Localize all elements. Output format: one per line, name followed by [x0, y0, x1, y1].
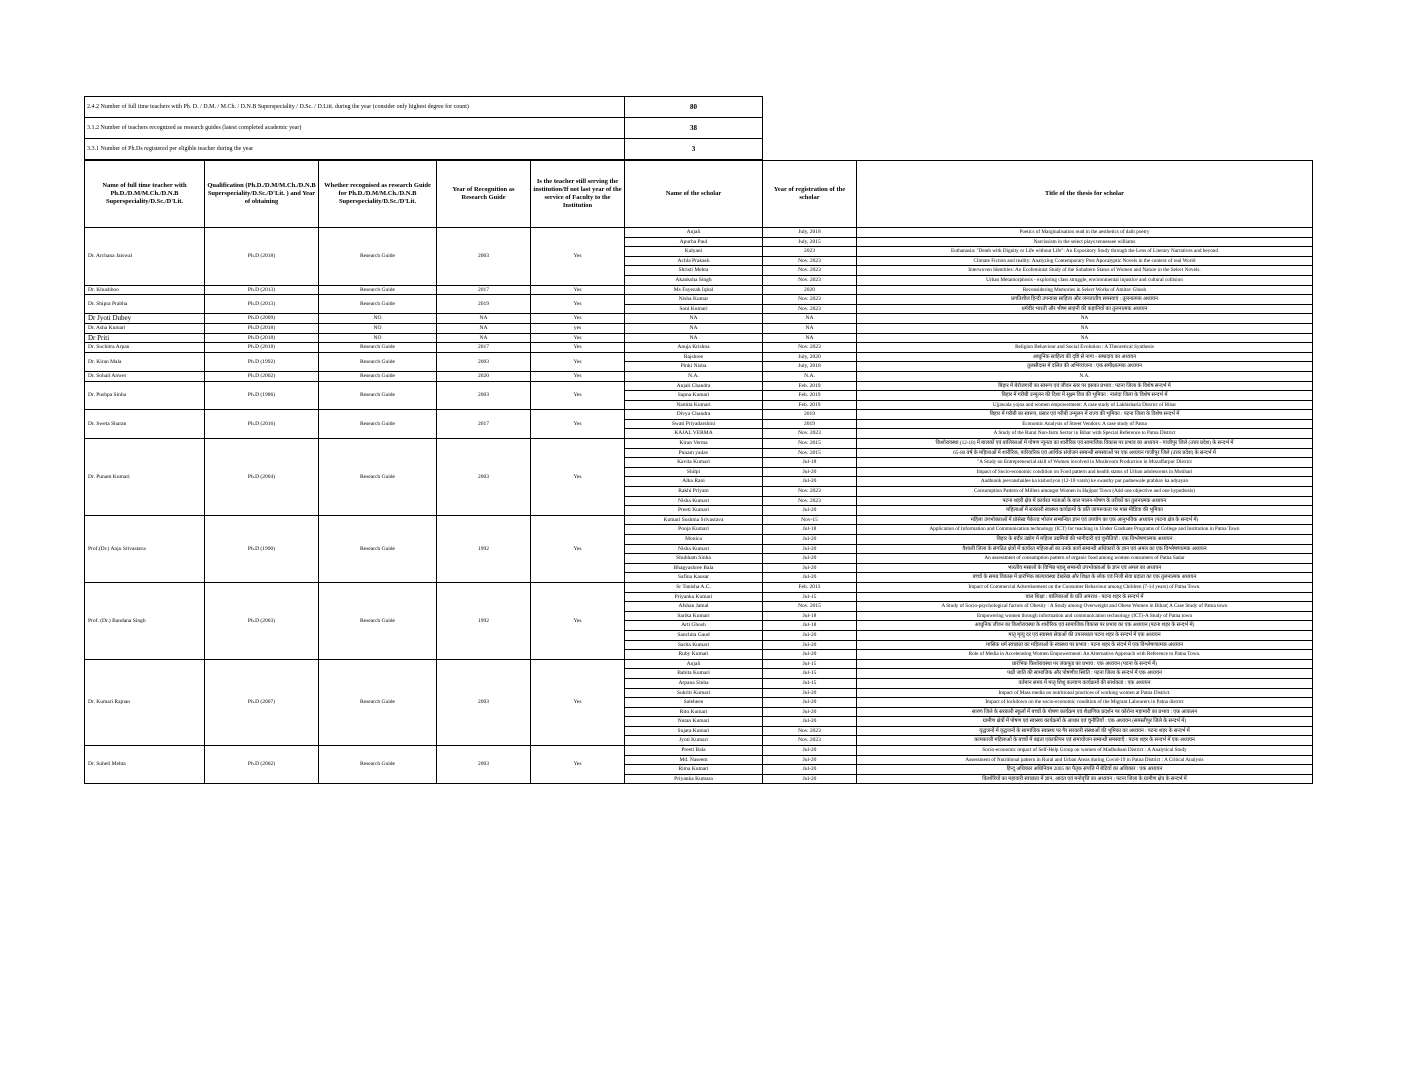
- registration-year: Nov. 2023: [763, 496, 857, 506]
- scholar-name: KAJAL VERMA: [625, 429, 763, 439]
- scholar-name: Nisha Kumari: [625, 544, 763, 554]
- serving-status: Yes: [531, 371, 625, 381]
- guide-status: Research Guide: [319, 295, 437, 314]
- registration-year: Jul-15: [763, 678, 857, 688]
- table-row: [85, 333, 1313, 343]
- thesis-title: Urban Metamorphosis - exploring class struggle, environmental injustice and cultural collision: [857, 275, 1313, 285]
- scholar-name: Punam yadav: [625, 448, 763, 458]
- header-scholar: Name of the scholar: [625, 161, 763, 228]
- registration-year: Jul-18: [763, 611, 857, 621]
- recognition-year: 2003: [437, 659, 531, 745]
- scholar-name: Swati Priyadarshini: [625, 419, 763, 429]
- registration-year: Jul-20: [763, 765, 857, 775]
- guide-status: Research Guide: [319, 343, 437, 353]
- table-row: [85, 746, 1313, 756]
- recognition-year: 1992: [437, 582, 531, 659]
- thesis-title: बच्चों के समग्र विकास में प्रारंभिक बाल्यावस्था देखरेख और शिक्षा के लोक एवं निजी सेवा प्रदाता का एक तुलनात्मक अध्ययन: [857, 573, 1313, 583]
- scholar-name: Sukriti Kumari: [625, 688, 763, 698]
- registration-year: Nov. 2023: [763, 343, 857, 353]
- thesis-title: Climate Fiction and reality: Analyzing Contemporary Post Apocalyptic Novels in the context of real World: [857, 256, 1313, 266]
- thesis-title: Role of Media in Accelerating Women Empowerment: An Alternative Approach with Reference to Patna Town.: [857, 650, 1313, 660]
- summary-label: 3.3.1 Number of Ph.Ds registered per eligible teacher during the year: [85, 139, 625, 160]
- registration-year: Jul-15: [763, 592, 857, 602]
- table-row: [85, 352, 1313, 362]
- thesis-title: आधुनिक साहित्य की दृष्टि से नागा - सम्प्रदाय का अध्ययन: [857, 352, 1313, 362]
- thesis-title: A Study of Socio-psychological factors of Obesity : A Study among Overweight and Obese Women in Bihar( A Case Study of Patna town: [857, 602, 1313, 612]
- guide-status: Research Guide: [319, 515, 437, 582]
- guide-status: Research Guide: [319, 439, 437, 516]
- teacher-name: Dr. Kumari Rajnan: [85, 659, 205, 745]
- scholar-name: NA: [625, 333, 763, 343]
- thesis-title: कामकाजी महिलाओं के बच्चों में बढ़ता एकाकीपन एवं समायोजन सम्बन्धी समस्याएँ : पटना शहर के सन्दर्भ में एक अध्ययन: [857, 736, 1313, 746]
- thesis-title: बिहार में गरीबी का स्वरूप, प्रसार एवं गरीबी उन्मूलन में राज्य की भूमिका : पटना जिला के विशेष सन्दर्भ में: [857, 410, 1313, 420]
- scholar-name: Namita Kumari: [625, 400, 763, 410]
- thesis-title: बाल शिक्षा : बालिकाओं के प्रति अपराध - पटना शहर के सन्दर्भ में: [857, 592, 1313, 602]
- scholar-name: Ritu Kumari: [625, 707, 763, 717]
- recognition-year: 2003: [437, 352, 531, 371]
- summary-value: 38: [625, 118, 763, 139]
- faculty-research-sheet: [84, 96, 1389, 784]
- scholar-name: Bhagyashree Bala: [625, 563, 763, 573]
- registration-year: Feb. 2019: [763, 381, 857, 391]
- serving-status: Yes: [531, 352, 625, 371]
- table-row: [85, 323, 1313, 333]
- scholar-name: Jyoti Kumari: [625, 736, 763, 746]
- teacher-name: Dr. Archana Jaiswal: [85, 228, 205, 286]
- registration-year: Jul-20: [763, 573, 857, 583]
- thesis-title: मातृ मृत्यु दर एवं स्वास्थ्य सेवाओं की उपलब्धता पटना शहर के सन्दर्भ में एक अध्ययन: [857, 630, 1313, 640]
- thesis-title: किशोरियों का महावारी स्वच्छता में ज्ञान, आदत एवं मनोवृत्ति का अध्ययन : पटना जिला के ग्रामीण क्षेत्र के सन्दर्भ में: [857, 774, 1313, 784]
- registration-year: Jul-20: [763, 774, 857, 784]
- thesis-title: महिलाओं में सरकारी स्वास्थ्य कार्यक्रमों के प्रति जागरूकता पर मास मीडिया की भूमिका: [857, 506, 1313, 516]
- registration-year: Jul-18: [763, 621, 857, 631]
- scholar-name: Pinki Nisha: [625, 362, 763, 372]
- teacher-qualification: Ph.D (1992): [205, 352, 319, 371]
- registration-year: Nov-15: [763, 515, 857, 525]
- scholar-name: Anjali: [625, 659, 763, 669]
- thesis-title: प्रारंभिक किशोरावस्था पर जंकफूड का प्रभाव : एक अध्ययन (पटना के सन्दर्भ में): [857, 659, 1313, 669]
- guide-status: Research Guide: [319, 352, 437, 371]
- registration-year: July, 2015: [763, 237, 857, 247]
- scholar-name: Kalyani: [625, 247, 763, 257]
- recognition-year: 2017: [437, 410, 531, 439]
- teacher-qualification: Ph.D (2018): [205, 228, 319, 286]
- serving-status: Yes: [531, 228, 625, 286]
- guide-status: Research Guide: [319, 582, 437, 659]
- registration-year: Jul-18: [763, 458, 857, 468]
- thesis-title: वैशाली जिला के संगठित क्षेत्रों में कार्यरत महिलाओं का उनके कार्य सम्बन्धी अधिकारों के ज्ञान एवं अमल का एक विश्लेषणात्मक अध्ययन: [857, 544, 1313, 554]
- teacher-name: Dr Jyoti Dubey: [85, 314, 205, 324]
- recognition-year: 2003: [437, 439, 531, 516]
- scholar-name: Shristi Mehta: [625, 266, 763, 276]
- scholar-name: Sanchita Gaud: [625, 630, 763, 640]
- teacher-name: Dr Priti: [85, 333, 205, 343]
- teacher-qualification: Ph.D (2016): [205, 410, 319, 439]
- serving-status: Yes: [531, 659, 625, 745]
- scholar-name: Sapna Kumari: [625, 391, 763, 401]
- scholar-name: Afshan Jamal: [625, 602, 763, 612]
- recognition-year: 2003: [437, 746, 531, 784]
- recognition-year: 2017: [437, 285, 531, 295]
- thesis-title: महिला उपभोक्ताओं में प्रोसेस्ड पैकेज्ड भोजन सम्बन्धित ज्ञान एवं उपयोग का एक आनुभविक अध्ययन (पटना क्षेत्र के सन्दर्भ में): [857, 515, 1313, 525]
- header-still-serving: Is the teacher still serving the institution/If not last year of the service of Faculty to the Institution: [531, 161, 625, 228]
- serving-status: Yes: [531, 295, 625, 314]
- recognition-year: 1992: [437, 515, 531, 582]
- header-year-recognition: Year of Recognition as Research Guide: [437, 161, 531, 228]
- recognition-year: NA: [437, 333, 531, 343]
- registration-year: Jul-15: [763, 659, 857, 669]
- scholar-name: Priyanka Kumari: [625, 592, 763, 602]
- recognition-year: 2020: [437, 371, 531, 381]
- scholar-name: Sujata Kumari: [625, 726, 763, 736]
- thesis-title: आधुनिक जीवन का किशोरावस्था के शारीरिक एवं सामाजिक विकास पर प्रभाव का एक अध्ययन (पटना शहर के सन्दर्भ में): [857, 621, 1313, 631]
- registration-year: Jul-18: [763, 525, 857, 535]
- thesis-title: NA: [857, 323, 1313, 333]
- scholar-name: Arpana Sinha: [625, 678, 763, 688]
- table-row: [85, 515, 1313, 525]
- serving-status: yes: [531, 323, 625, 333]
- thesis-title: किशोरावस्था (12-18) में बालकों एवं बालिकाओं में पोषण न्यूनता का शारीरिक एवं सामाजिक विकास पर प्रभाव का अध्ययन - गाजीपुर जिले (उत्तर प्रदेश) के सन्दर्भ में: [857, 439, 1313, 449]
- registration-year: Jul-20: [763, 544, 857, 554]
- thesis-title: मासिक धर्म स्वच्छता का महिलाओं के स्वास्थ्य पर प्रभाव : पटना शहर के संदर्भ में एक विश्लेषणात्मक अध्ययन: [857, 640, 1313, 650]
- recognition-year: 2003: [437, 381, 531, 410]
- summary-row: [85, 97, 1389, 118]
- header-year-registration: Year of registration of the scholar: [763, 161, 857, 228]
- thesis-title: Euthanasia: "Death with Dignity or Life without Life": An Expository Study through the Lens of Literary Narratives and beyond: [857, 247, 1313, 257]
- registration-year: Jul-20: [763, 650, 857, 660]
- summary-spacer: [763, 118, 1389, 139]
- serving-status: Yes: [531, 343, 625, 353]
- scholar-name: Kumari Sushma Srivastava: [625, 515, 763, 525]
- teacher-qualification: Ph.D (2007): [205, 659, 319, 745]
- registration-year: Feb. 2019: [763, 400, 857, 410]
- header-thesis: Title of the thesis for scholar: [857, 161, 1313, 228]
- scholar-name: Nutan Kumari: [625, 717, 763, 727]
- recognition-year: NA: [437, 323, 531, 333]
- header-recognised: Whether recognised as research Guide for Ph.D./D.M/M.Ch./D.N.B Superspeciality/D.Sc./D'Lit.: [319, 161, 437, 228]
- scholar-name: Arti Ghosh: [625, 621, 763, 631]
- guide-status: NO: [319, 323, 437, 333]
- registration-year: Nov. 2023: [763, 726, 857, 736]
- thesis-title: Poetics of Marginalisation read in the aesthetics of dalit poetry: [857, 228, 1313, 238]
- registration-year: NA: [763, 323, 857, 333]
- teacher-name: Dr. Suheli Mehta: [85, 746, 205, 784]
- registration-year: N.A.: [763, 371, 857, 381]
- scholar-name: Preeti Bala: [625, 746, 763, 756]
- scholar-name: Soni Kumari: [625, 304, 763, 314]
- thesis-title: सारण जिले के सरकारी स्कूलों में बच्चों के पोषण कार्यक्रम एवं शैक्षणिक प्रदर्शन पर कोरोना महामारी का प्रभाव : एक आकलन: [857, 707, 1313, 717]
- registration-year: 2023: [763, 247, 857, 257]
- thesis-title: An assessment of consumption pattern of organic food among women consumers of Patna Sadar: [857, 554, 1313, 564]
- registration-year: Jul-20: [763, 467, 857, 477]
- thesis-title: Religion Behaviour and Social Evolution : A Theoretical Synthesis: [857, 343, 1313, 353]
- teacher-name: Dr. Pushpa Sinha: [85, 381, 205, 410]
- scholar-name: Rakhi Priyam: [625, 487, 763, 497]
- guide-status: Research Guide: [319, 746, 437, 784]
- table-row: [85, 295, 1313, 305]
- scholar-name: Anjali: [625, 228, 763, 238]
- thesis-title: Ujjawala yojna and women empowerment: A case study of Lakhisharia District of Bihar: [857, 400, 1313, 410]
- table-row: [85, 582, 1313, 592]
- thesis-title: NA: [857, 333, 1313, 343]
- thesis-title: पक्षी जाति की सामाजिक और पोषणीय स्थिति : पटना जिला के सन्दर्भ में एक अध्ययन: [857, 669, 1313, 679]
- serving-status: Yes: [531, 285, 625, 295]
- guide-status: Research Guide: [319, 285, 437, 295]
- summary-value: 80: [625, 97, 763, 118]
- thesis-title: तुलसीदास में दलित की अभिव्यंजना : एक समीक्षात्मक अध्ययन: [857, 362, 1313, 372]
- scholar-name: Sarika Kumari: [625, 611, 763, 621]
- summary-table: [84, 96, 1389, 160]
- table-row: [85, 314, 1313, 324]
- scholar-name: N.A.: [625, 371, 763, 381]
- scholar-name: Apurba Paul: [625, 237, 763, 247]
- teacher-name: Dr. Sweta Sharan: [85, 410, 205, 439]
- serving-status: Yes: [531, 410, 625, 439]
- thesis-title: बिहार में गरीबी उन्मूलन की दिशा में सूक्ष्म वित्त की भूमिका : नालंदा जिला के विशेष सन्दर्भ में: [857, 391, 1313, 401]
- scholar-name: Shilpi: [625, 467, 763, 477]
- teacher-name: Dr. Kiran Mala: [85, 352, 205, 371]
- summary-label: 3.1.2 Number of teachers recognized as research guides (latest completed academic year): [85, 118, 625, 139]
- scholar-name: Preeti Kumari: [625, 506, 763, 516]
- scholar-name: Anjali Chandra: [625, 381, 763, 391]
- table-row: [85, 381, 1313, 391]
- serving-status: Yes: [531, 314, 625, 324]
- teacher-name: Dr. Asha Kumari: [85, 323, 205, 333]
- registration-year: Jul-20: [763, 707, 857, 717]
- registration-year: Feb. 2013: [763, 582, 857, 592]
- table-row: [85, 659, 1313, 669]
- registration-year: July, 2018: [763, 362, 857, 372]
- teacher-qualification: Ph.D (2018): [205, 343, 319, 353]
- guide-status: NO: [319, 314, 437, 324]
- thesis-title: वर्तमान समय में मातृ शिशु कल्याण कार्यक्रमों की सार्थकता : एक अध्ययन: [857, 678, 1313, 688]
- thesis-title: 65-80 वर्ष के महिलाओं में शारीरिक, पारिवारिक एवं आर्थिक संयोजन सम्बन्धी समस्याओं पर एक अध्ययन गाजीपुर जिले (उत्तर प्रदेश) के सन्दर्भ में: [857, 448, 1313, 458]
- registration-year: Jul-20: [763, 506, 857, 516]
- research-guide-table: [84, 160, 1313, 784]
- recognition-year: 2019: [437, 295, 531, 314]
- summary-row: [85, 118, 1389, 139]
- scholar-name: Divya Chandra: [625, 410, 763, 420]
- registration-year: Nov. 2023: [763, 256, 857, 266]
- guide-status: Research Guide: [319, 228, 437, 286]
- registration-year: Nov. 2023: [763, 275, 857, 285]
- guide-status: Research Guide: [319, 659, 437, 745]
- thesis-title: प्रगतिशील हिन्दी उपन्यास साहित्य और जनजातीय समस्याएं : तुलनात्मक अध्ययन: [857, 295, 1313, 305]
- registration-year: Jul-20: [763, 477, 857, 487]
- registration-year: Nov. 2023: [763, 304, 857, 314]
- serving-status: Yes: [531, 381, 625, 410]
- serving-status: Yes: [531, 746, 625, 784]
- registration-year: Jul-20: [763, 535, 857, 545]
- registration-year: 2019: [763, 410, 857, 420]
- registration-year: Jul-20: [763, 640, 857, 650]
- scholar-name: Kavita Kumari: [625, 458, 763, 468]
- recognition-year: NA: [437, 314, 531, 324]
- registration-year: Jul-20: [763, 688, 857, 698]
- thesis-title: Socio-economic impact of Self-Help Group on women of Madhubani District : A Analytical Study: [857, 746, 1313, 756]
- scholar-name: Kiran Verma: [625, 439, 763, 449]
- table-row: [85, 228, 1313, 238]
- thesis-title: Aadhunik jeevanshailee ka kishoriyon (12-18 varsh) ke swasthy par padnewale prabhav ka adyayan: [857, 477, 1313, 487]
- scholar-name: Saleheen: [625, 698, 763, 708]
- table-row: [85, 343, 1313, 353]
- scholar-name: Md. Naseem: [625, 755, 763, 765]
- scholar-name: Rima Kumari: [625, 765, 763, 775]
- serving-status: Yes: [531, 439, 625, 516]
- scholar-name: Safina Kausar: [625, 573, 763, 583]
- registration-year: Jul-20: [763, 755, 857, 765]
- scholar-name: Sr Tanisha A.C.: [625, 582, 763, 592]
- summary-spacer: [763, 139, 1389, 160]
- registration-year: Nov. 2015: [763, 439, 857, 449]
- serving-status: Yes: [531, 333, 625, 343]
- serving-status: Yes: [531, 515, 625, 582]
- serving-status: Yes: [531, 582, 625, 659]
- thesis-title: NA: [857, 314, 1313, 324]
- registration-year: Nov. 2023: [763, 266, 857, 276]
- thesis-title: Impact of Socio-economic condition on Food pattern and health status of Urban adolescents in Motihari: [857, 467, 1313, 477]
- scholar-name: Anuja Krishna: [625, 343, 763, 353]
- thesis-title: N.A.: [857, 371, 1313, 381]
- table-row: [85, 410, 1313, 420]
- table-row: [85, 439, 1313, 449]
- summary-spacer: [763, 97, 1389, 118]
- thesis-title: हिन्दू अधिकार अधिनियम 2005 का पैतृक संपत्ति में बेटियों का अधिकार : एक अध्ययन: [857, 765, 1313, 775]
- teacher-qualification: Ph.D (2004): [205, 439, 319, 516]
- thesis-title: ग्रामीण क्षेत्रों में पोषण एवं स्वास्थ्य कार्यक्रमों के आधार एवं चुनौतियाँ : एक अध्ययन (समस्तीपुर जिले के सन्दर्भ में): [857, 717, 1313, 727]
- thesis-title: Interwoven Identities: An Ecofeminist Study of the Subaltern Status of Women and Nature in the Select Novels.: [857, 266, 1313, 276]
- scholar-name: Babita Kumari: [625, 669, 763, 679]
- teacher-qualification: Ph.D (2003): [205, 582, 319, 659]
- teacher-name: Dr. Khushboo: [85, 285, 205, 295]
- thesis-title: भारतीय मसालों के विभिन्न पहलू सम्बन्धी उपभोक्ताओं के ज्ञान एवं अमल का अध्ययन: [857, 563, 1313, 573]
- registration-year: July, 2020: [763, 352, 857, 362]
- scholar-name: Shubham Sinha: [625, 554, 763, 564]
- teacher-name: Dr. Punam Kumari: [85, 439, 205, 516]
- scholar-name: Akanksha Singh: [625, 275, 763, 285]
- teacher-qualification: Ph.D (2002): [205, 371, 319, 381]
- thesis-title: Empowering women through information and communication technology (ICT)-A Study of Patna town: [857, 611, 1313, 621]
- thesis-title: Assessment of Nutritional pattern in Rural and Urban Areas during Covid-19 in Patna District : A Critical Analysis: [857, 755, 1313, 765]
- thesis-title: Impact of lockdown on the socio-economic condition of the Migrant Labourers in Patna district: [857, 698, 1313, 708]
- registration-year: NA: [763, 314, 857, 324]
- registration-year: Feb. 2019: [763, 391, 857, 401]
- thesis-title: बिहार में बेरोजगारी का स्वरूप एवं जीवन स्तर पर इसका प्रभाव : पटना जिला के विशेष सन्दर्भ में: [857, 381, 1313, 391]
- scholar-name: Pooja Kumari: [625, 525, 763, 535]
- scholar-name: Priyanka Kumara: [625, 774, 763, 784]
- registration-year: Nov. 2015: [763, 602, 857, 612]
- registration-year: Jul-20: [763, 630, 857, 640]
- scholar-name: Achla Prakash: [625, 256, 763, 266]
- teacher-qualification: Ph.D (2018): [205, 333, 319, 343]
- scholar-name: Ruby Kumari: [625, 650, 763, 660]
- table-row: [85, 371, 1313, 381]
- thesis-title: पटना शहरी क्षेत्र में कार्यरत माताओं के बाल पालन-पोषण के तरीकों का तुलनात्मक अध्ययन: [857, 496, 1313, 506]
- table-row: [85, 285, 1313, 295]
- registration-year: Nov. 2015: [763, 448, 857, 458]
- registration-year: NA: [763, 333, 857, 343]
- guide-status: Research Guide: [319, 371, 437, 381]
- registration-year: Jul-20: [763, 698, 857, 708]
- registration-year: Jul-20: [763, 563, 857, 573]
- teacher-qualification: Ph.D (1986): [205, 381, 319, 410]
- header-row: [85, 161, 1313, 228]
- thesis-title: बिहार के बंदीर उद्योग में महिला उद्यमियों की भागीदारी एवं चुनौतियाँ : एक विश्लेषणात्मक अध्ययन: [857, 535, 1313, 545]
- registration-year: Jul-20: [763, 717, 857, 727]
- header-qualification: Qualification (Ph.D./D.M/M.Ch./D.N.B Superspeciality/D.Sc./D'Lit. ) and Year of obtaining: [205, 161, 319, 228]
- summary-label: 2.4.2 Number of full time teachers with Ph. D. / D.M. / M.Ch. / D.N.B Superspeciality / D.Sc. / D.Litt. during the year (consider only highest degree for count): [85, 97, 625, 118]
- scholar-name: Rajshree: [625, 352, 763, 362]
- registration-year: Nov. 2023: [763, 487, 857, 497]
- teacher-name: Dr. Suchitra Arpan: [85, 343, 205, 353]
- header-teacher: Name of full time teacher with Ph.D./D.M/M.Ch./D.N.B Superspeciality/D.Sc./D'Lit.: [85, 161, 205, 228]
- thesis-title: वृद्धजनों में वृद्धजनों के सामाजिक स्वास्थ्य पर गैर सरकारी संस्थाओं की भूमिका का अध्ययन : पटना शहर के सन्दर्भ में: [857, 726, 1313, 736]
- teacher-qualification: Ph.D (2002): [205, 746, 319, 784]
- teacher-qualification: Ph.D (2009): [205, 314, 319, 324]
- guide-status: NO: [319, 333, 437, 343]
- guide-status: Research Guide: [319, 410, 437, 439]
- teacher-name: Prof.(Dr.) Anju Srivastava: [85, 515, 205, 582]
- recognition-year: 2017: [437, 343, 531, 353]
- thesis-title: Economic Analysis of Street Vendors: A case study of Patna: [857, 419, 1313, 429]
- scholar-name: Nisha Kumar: [625, 295, 763, 305]
- scholar-name: Monica: [625, 535, 763, 545]
- thesis-title: Reconsidering Memories in Select Works of Amitav Ghosh: [857, 285, 1313, 295]
- registration-year: Nov. 2023: [763, 295, 857, 305]
- thesis-title: Impact of Mass media on nutritional practices of working women at Patna District.: [857, 688, 1313, 698]
- teacher-name: Prof. (Dr.) Bandana Singh: [85, 582, 205, 659]
- recognition-year: 2003: [437, 228, 531, 286]
- registration-year: Nov. 2023: [763, 429, 857, 439]
- teacher-name: Dr. Sohail Anwer: [85, 371, 205, 381]
- scholar-name: Ms Fayezah Iqbal: [625, 285, 763, 295]
- registration-year: Nov. 2023: [763, 736, 857, 746]
- scholar-name: NA: [625, 314, 763, 324]
- thesis-title: A Study of the Rural Non-farm Sector in Bihar with Special Reference to Patna District: [857, 429, 1313, 439]
- teacher-qualification: Ph.D (2013): [205, 285, 319, 295]
- summary-row: [85, 139, 1389, 160]
- thesis-title: Consumption Pattern of Millets amongst Women in Hajipur Town (Add one objective and one hypothesis): [857, 487, 1313, 497]
- registration-year: 2019: [763, 419, 857, 429]
- thesis-title: धर्मवीर भारती और भीष्म साहनी की कहानियों का तुलनात्मक अध्ययन: [857, 304, 1313, 314]
- teacher-qualification: Ph.D (1990): [205, 515, 319, 582]
- guide-status: Research Guide: [319, 381, 437, 410]
- thesis-title: Narcissism in the select plays tennessee williams: [857, 237, 1313, 247]
- scholar-name: Alka Rani: [625, 477, 763, 487]
- scholar-name: NA: [625, 323, 763, 333]
- scholar-name: Nisha Kumari: [625, 496, 763, 506]
- teacher-qualification: Ph.D (2013): [205, 295, 319, 314]
- teacher-qualification: Ph.D (2018): [205, 323, 319, 333]
- registration-year: Jul-20: [763, 554, 857, 564]
- registration-year: Jul-15: [763, 669, 857, 679]
- thesis-title: "A Study on Entrepreneurial skill of Women involved in Mushroom Production in Muzaffarpur District: [857, 458, 1313, 468]
- thesis-title: Application of Information and Communication technology (ICT) for teaching in Under Graduate Programs of College and Institution in Patna Town: [857, 525, 1313, 535]
- teacher-name: Dr. Shipra Prabha: [85, 295, 205, 314]
- thesis-title: Impact of Commercial Advertisement on the Consumer Behaviour among Children (7-14 years) of Patna Town.: [857, 582, 1313, 592]
- registration-year: July, 2018: [763, 228, 857, 238]
- registration-year: 2020: [763, 285, 857, 295]
- registration-year: Jul-20: [763, 746, 857, 756]
- summary-value: 3: [625, 139, 763, 160]
- scholar-name: Sarita Kumari: [625, 640, 763, 650]
